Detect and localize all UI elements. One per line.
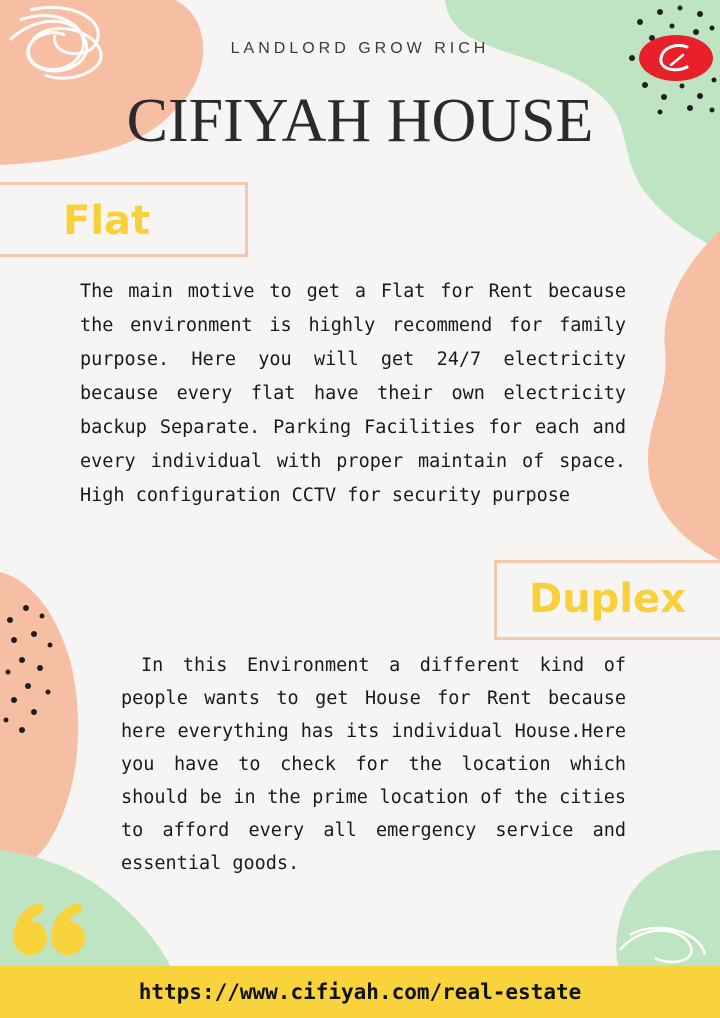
footer-url-link[interactable]: https://www.cifiyah.com/real-estate bbox=[138, 980, 582, 1004]
duplex-description: In this Environment a different kind of people wants to get House for Rent because here everything has its individual House.Here you have to check for the location which should be in the prime location of the cities to afford every all emergency service and essential goods. bbox=[121, 655, 626, 874]
tagline: LANDLORD GROW RICH bbox=[230, 40, 490, 57]
page-title: CIFIYAH HOUSE bbox=[126, 87, 594, 155]
flat-heading-box bbox=[0, 182, 248, 257]
flat-heading: Flat bbox=[63, 198, 151, 244]
peach-blob-left bbox=[0, 572, 78, 870]
duplex-heading: Duplex bbox=[529, 576, 686, 622]
duplex-heading-box bbox=[494, 560, 720, 640]
mint-blob-bottom-right bbox=[616, 850, 720, 966]
footer-bar bbox=[0, 966, 720, 1018]
peach-blob-right bbox=[648, 230, 720, 560]
flat-description: The main motive to get a Flat for Rent because the environment is highly recommend for family purpose. Here you will get 24/7 electricity because every flat have their own electricity backup Separate. Parking Facilities for each and every individual with proper maintain of space. High configuration CCTV for security purpose bbox=[80, 281, 626, 506]
